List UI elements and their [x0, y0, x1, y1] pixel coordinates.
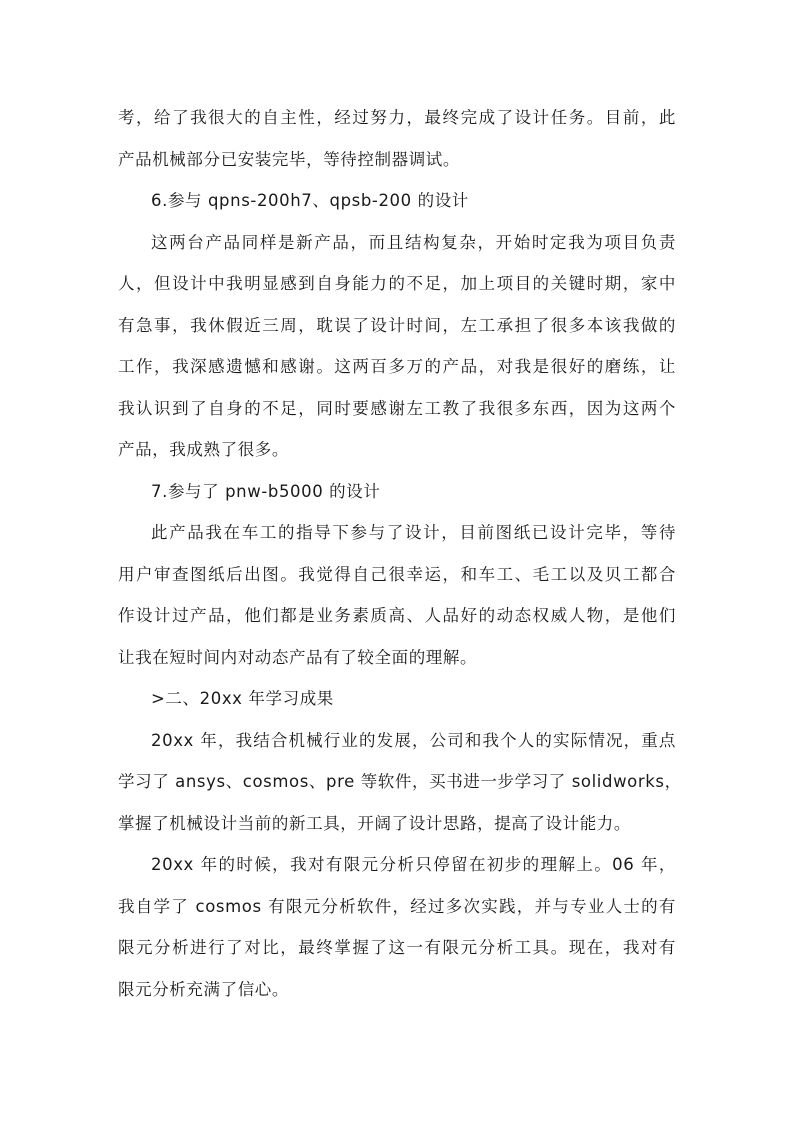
body-text-line: 20xx 年的时候，我对有限元分析只停留在初步的理解上。06 年，	[151, 855, 676, 874]
body-text-line: 产品机械部分已安装完毕，等待控制器调试。	[118, 149, 460, 169]
section-heading: 7.参与了 pnw-b5000 的设计	[151, 481, 381, 501]
body-text-line: 限元分析进行了对比，最终掌握了这一有限元分析工具。现在，我对有	[118, 938, 676, 957]
body-text-line: 我认识到了自身的不足，同时要感谢左工教了我很多东西，因为这两个	[118, 398, 676, 418]
body-text-line: 产品，我成熟了很多。	[118, 440, 289, 459]
body-text-line: 我自学了 cosmos 有限元分析软件，经过多次实践，并与专业人士的有	[118, 896, 676, 916]
body-text-line: 掌握了机械设计当前的新工具，开阔了设计思路，提高了设计能力。	[118, 813, 631, 833]
body-text-line: 20xx 年，我结合机械行业的发展，公司和我个人的实际情况，重点	[151, 730, 676, 750]
body-text-line: 用户审查图纸后出图。我觉得自己很幸运，和车工、毛工以及贝工都合	[118, 564, 676, 584]
body-text-line: 学习了 ansys、cosmos、pre 等软件，买书进一步学习了 solidworks，	[118, 772, 682, 791]
body-text-line: 这两台产品同样是新产品，而且结构复杂，开始时定我为项目负责	[151, 232, 676, 252]
section-heading: 6.参与 qpns-200h7、qpsb-200 的设计	[151, 191, 469, 210]
body-text-line: 让我在短时间内对动态产品有了较全面的理解。	[118, 647, 478, 667]
body-text-line: 作设计过产品，他们都是业务素质高、人品好的动态权威人物，是他们	[118, 606, 676, 625]
body-text-line: 此产品我在车工的指导下参与了设计，目前图纸已设计完毕，等待	[151, 523, 676, 542]
body-text-line: 工作，我深感遗憾和感谢。这两百多万的产品，对我是很好的磨练，让	[118, 357, 676, 376]
body-text-line: 考，给了我很大的自主性，经过努力，最终完成了设计任务。目前，此	[118, 108, 676, 127]
body-text-line: 限元分析充满了信心。	[118, 979, 289, 999]
body-text-line: 有急事，我休假近三周，耽误了设计时间，左工承担了很多本该我做的	[118, 315, 676, 335]
section-heading: >二、20xx 年学习成果	[151, 689, 334, 708]
body-text-line: 人，但设计中我明显感到自身能力的不足，加上项目的关键时期，家中	[118, 274, 676, 293]
